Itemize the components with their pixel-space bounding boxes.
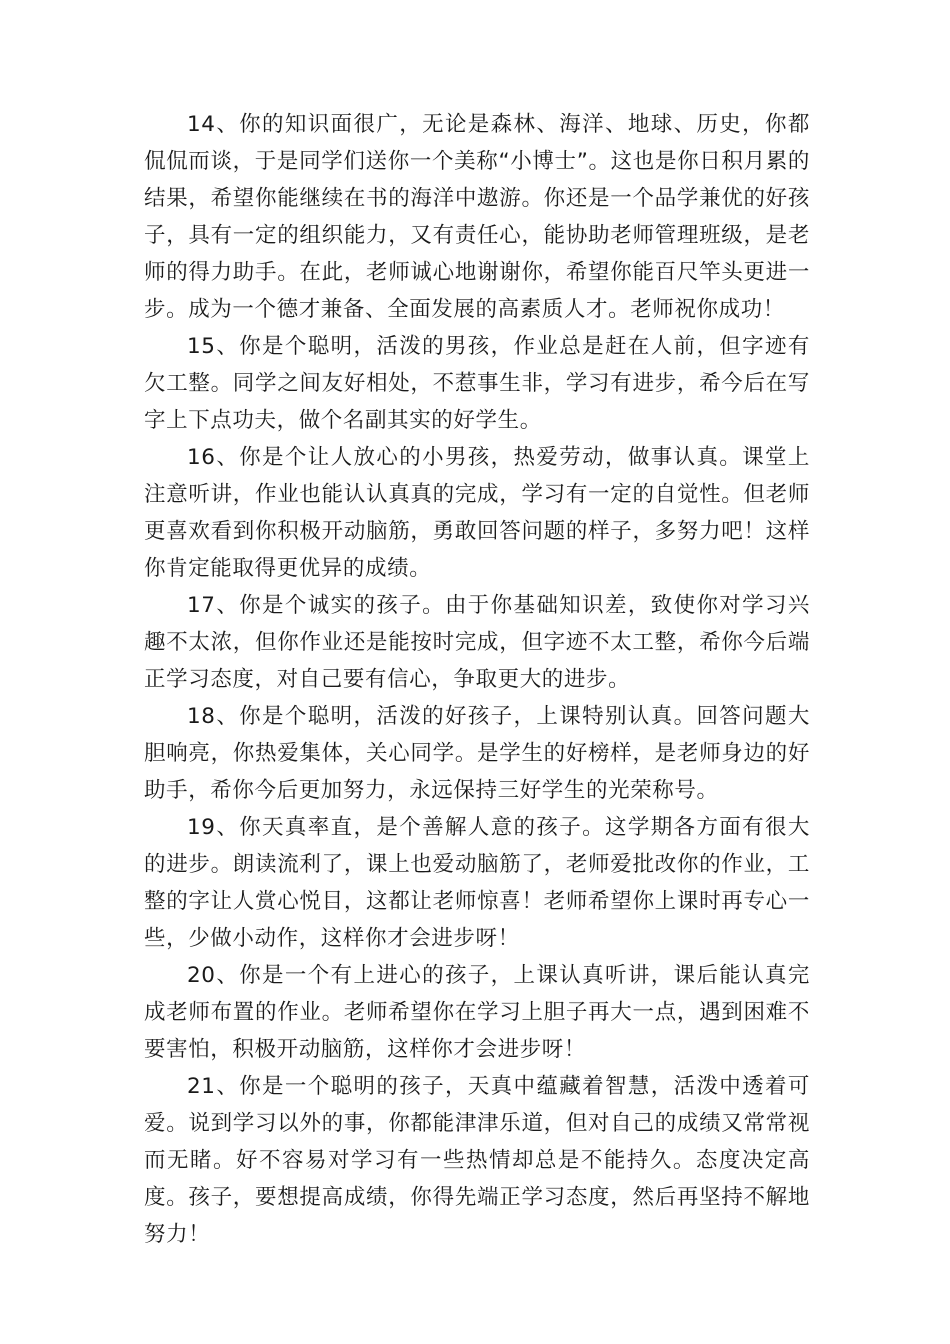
comment-paragraph-14: 14、你的知识面很广，无论是森林、海洋、地球、历史，你都侃侃而谈，于是同学们送你一个美称“小博士”。这也是你日积月累的结果，希望你能继续在书的海洋中遨游。你还是一个品学兼优的好孩子，具有一定的组织能力，又有责任心，能协助老师管理班级，是老师的得力助手。在此，老师诚心地谢谢你，希望你能百尺竿头更进一步。成为一个德才兼备、全面发展的高素质人才。老师祝你成功！ <box>144 112 810 322</box>
comment-paragraph-20: 20、你是一个有上进心的孩子，上课认真听讲，课后能认真完成老师布置的作业。老师希望你在学习上胆子再大一点，遇到困难不要害怕，积极开动脑筋，这样你才会进步呀！ <box>144 963 810 1062</box>
comment-paragraph-19: 19、你天真率直，是个善解人意的孩子。这学期各方面有很大的进步。朗读流利了，课上也爱动脑筋了，老师爱批改你的作业，工整的字让人赏心悦目，这都让老师惊喜！老师希望你上课时再专心一些，少做小动作，这样你才会进步呀！ <box>144 815 810 951</box>
comment-paragraph-21: 21、你是一个聪明的孩子，天真中蕴藏着智慧，活泼中透着可爱。说到学习以外的事，你都能津津乐道，但对自己的成绩又常常视而无睹。好不容易对学习有一些热情却总是不能持久。态度决定高度。孩子，要想提高成绩，你得先端正学习态度，然后再坚持不解地努力！ <box>144 1074 810 1247</box>
comment-paragraph-18: 18、你是个聪明，活泼的好孩子，上课特别认真。回答问题大胆响亮，你热爱集体，关心同学。是学生的好榜样，是老师身边的好助手，希你今后更加努力，永远保持三好学生的光荣称号。 <box>144 704 810 803</box>
comment-paragraph-16: 16、你是个让人放心的小男孩，热爱劳动，做事认真。课堂上注意听讲，作业也能认认真真的完成，学习有一定的自觉性。但老师更喜欢看到你积极开动脑筋，勇敢回答问题的样子，多努力吧！这样你肯定能取得更优异的成绩。 <box>144 445 810 581</box>
comment-paragraph-15: 15、你是个聪明，活泼的男孩，作业总是赶在人前，但字迹有欠工整。同学之间友好相处，不惹事生非，学习有进步，希今后在写字上下点功夫，做个名副其实的好学生。 <box>144 334 810 433</box>
document-page <box>144 106 810 1253</box>
comment-paragraph-17: 17、你是个诚实的孩子。由于你基础知识差，致使你对学习兴趣不太浓，但你作业还是能按时完成，但字迹不太工整，希你今后端正学习态度，对自己要有信心，争取更大的进步。 <box>144 593 810 692</box>
